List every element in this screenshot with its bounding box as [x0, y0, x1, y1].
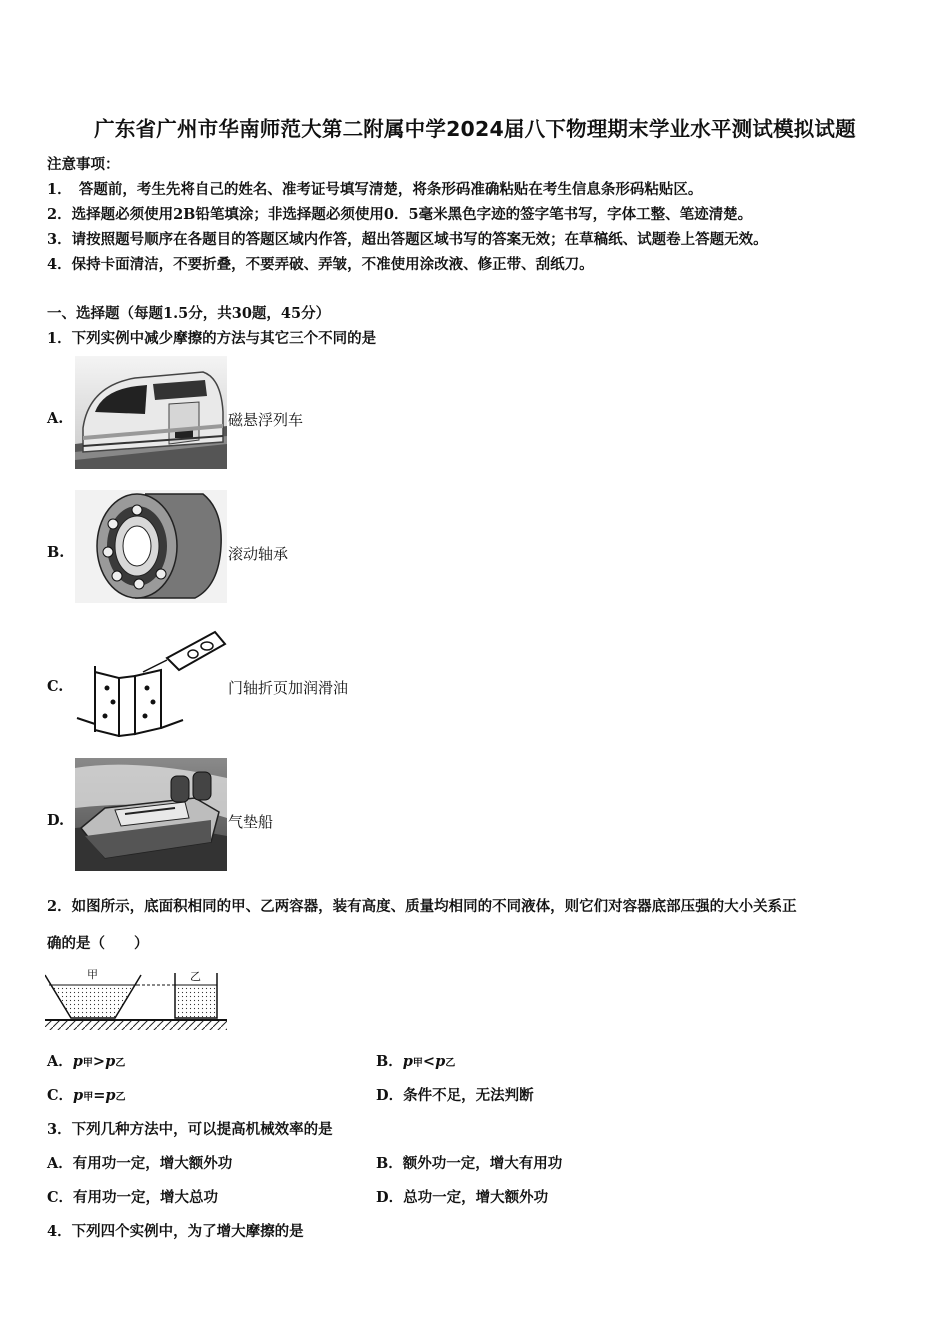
q3-stem: 3．下列几种方法中，可以提高机械效率的是 — [47, 1121, 333, 1138]
q2-option-d — [376, 1084, 534, 1105]
notice-item-4: 4．保持卡面清洁，不要折叠，不要弄破、弄皱，不准使用涂改液、修正带、刮纸刀。 — [47, 256, 594, 273]
q4-stem: 4．下列四个实例中，为了增大摩擦的是 — [47, 1223, 304, 1240]
q2-option-c-op: = — [93, 1087, 106, 1104]
q1-option-c-letter: C. — [47, 678, 64, 695]
door-hinge-oil-image — [75, 624, 227, 737]
q1-option-b-letter: B. — [47, 544, 65, 561]
q2-option-a-sub2: 乙 — [115, 1058, 126, 1069]
q2-option-c-sub1: 甲 — [83, 1092, 94, 1103]
q2-option-b-p1: p — [402, 1053, 413, 1070]
q3-option-a: A．有用功一定，增大额外功 — [47, 1155, 233, 1172]
hovercraft-image — [75, 758, 227, 871]
q2-option-a-p1: p — [72, 1053, 83, 1070]
notice-item-1: 1． 答题前，考生先将自己的姓名、准考证号填写清楚，将条形码准确粘贴在考生信息条形码粘贴区。 — [47, 181, 703, 198]
q2-option-d-text: 条件不足，无法判断 — [403, 1087, 534, 1104]
q1-option-b-label: 滚动轴承 — [228, 545, 289, 563]
q2-option-b-sub1: 甲 — [412, 1058, 423, 1069]
q2-option-b-letter: B． — [376, 1053, 403, 1070]
q1-option-c-label: 门轴折页加润滑油 — [228, 679, 349, 697]
q1-option-a-label: 磁悬浮列车 — [228, 411, 304, 429]
q2-stem-line2: 确的是（ ） — [47, 935, 149, 952]
q2-option-a-op: > — [92, 1053, 106, 1070]
q2-option-b-sub2: 乙 — [445, 1058, 456, 1069]
q2-option-a — [47, 1050, 125, 1071]
q1-option-d-label: 气垫船 — [228, 813, 274, 831]
rolling-bearing-image — [75, 490, 227, 603]
q2-option-b-p2: p — [435, 1053, 446, 1070]
q3-option-d: D．总功一定，增大额外功 — [376, 1189, 549, 1206]
q2-option-b-op: < — [422, 1053, 436, 1070]
q2-option-c — [47, 1084, 125, 1105]
q2-option-c-sub2: 乙 — [115, 1092, 126, 1103]
label-yi: 乙 — [190, 970, 201, 983]
maglev-train-image — [75, 356, 227, 469]
q3-option-b: B．额外功一定，增大有用功 — [376, 1155, 563, 1172]
q3-option-c: C．有用功一定，增大总功 — [47, 1189, 219, 1206]
q2-option-c-p2: p — [105, 1087, 116, 1104]
q2-option-a-sub1: 甲 — [82, 1058, 93, 1069]
notice-item-2: 2．选择题必须使用2B铅笔填涂；非选择题必须使用0．5毫米黑色字迹的签字笔书写，字体工整、笔迹清楚。 — [47, 206, 753, 223]
page-title: 广东省广州市华南师范大第二附属中学2024届八下物理期末学业水平测试模拟试题 — [94, 117, 856, 141]
notice-heading: 注意事项： — [47, 156, 120, 173]
q2-option-c-letter: C． — [47, 1087, 74, 1104]
section-heading: 一、选择题（每题1.5分，共30题，45分） — [47, 305, 331, 322]
q2-option-a-p2: p — [105, 1053, 116, 1070]
label-jia: 甲 — [87, 968, 98, 981]
q1-stem: 1．下列实例中减少摩擦的方法与其它三个不同的是 — [47, 330, 377, 347]
q2-containers-figure — [45, 963, 227, 1033]
notice-item-3: 3．请按照题号顺序在各题目的答题区域内作答，超出答题区域书写的答案无效；在草稿纸、试题卷上答题无效。 — [47, 231, 768, 248]
q1-option-d-letter: D. — [47, 812, 65, 829]
q2-option-d-letter: D． — [376, 1087, 404, 1104]
q2-option-a-letter: A． — [47, 1053, 73, 1070]
q2-stem-line1: 2．如图所示，底面积相同的甲、乙两容器，装有高度、质量均相同的不同液体，则它们对容器底部压强的大小关系正 — [47, 898, 797, 915]
q2-option-b — [376, 1050, 455, 1071]
q1-option-a-letter: A. — [47, 410, 64, 427]
q2-option-c-p1: p — [73, 1087, 84, 1104]
